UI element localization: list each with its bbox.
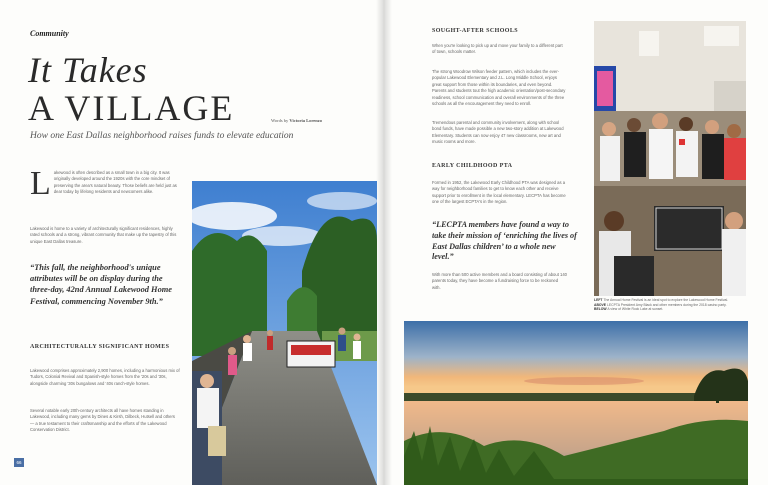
paragraph-2: Lakewood is home to a variety of architecturally significant residences, highly rated schools and a strong, vibrant community that make up the tapestry of this unique East Dallas treasure.	[30, 226, 177, 244]
byline-prefix: Words by	[271, 118, 289, 123]
architecture-paragraph-2: Several notable early 20th-century architects all have homes standing in Lakewood, including many gems by Dines & Kirsh, Dilbeck, Hutsell and others — a true testament to their craftsmanship and the efforts of the Lakewood Conservation District.	[30, 408, 176, 433]
heading-early-childhood-pta: EARLY CHILDHOOD PTA	[432, 163, 513, 169]
pta-paragraph-1: Formed in 1952, the Lakewood Early Childhood PTA was designed as a way for neighborhood families to get to know each other and receive support prior to enrollment in the local elementary. LECPTA has become one of the largest ECPTA's in the region.	[432, 180, 566, 205]
casino-party-photo	[594, 21, 746, 296]
byline-author: Victoria Lorenzo	[289, 118, 323, 123]
drop-cap: L	[30, 165, 51, 202]
heading-sought-after-schools: SOUGHT-AFTER SCHOOLS	[432, 28, 518, 34]
title-line-2: A VILLAGE	[28, 88, 235, 128]
schools-paragraph-3: Tremendous parental and community involvement, along with school bond funds, have made possible a new two-story addition at Lakewood Elementary. Students can now enjoy 47 new classrooms, new art and music rooms and more.	[432, 120, 564, 145]
photo-captions	[594, 298, 746, 312]
architecture-paragraph-1: Lakewood comprises approximately 2,900 homes, including a harmonious mix of Tudors, Colonial Revival and Spanish-style homes from the '20s and '30s, alongside charming '30s bungalows and '40s ranch-style homes.	[30, 368, 180, 386]
schools-paragraph-1: When you're looking to pick up and move your family to a different part of town, schools matter.	[432, 43, 563, 55]
caption-above: ABOVE LECPTA President Amy Black and other members during the 2018 casino party.	[594, 302, 727, 307]
festival-street-photo	[192, 181, 377, 485]
heading-architecture: ARCHITECTURALLY SIGNIFICANT HOMES	[30, 344, 170, 350]
pull-quote-left: “This fall, the neighborhood's unique attributes will be on display during the three-day, 42nd Annual Lakewood Home Festival, commencing November 9th.”	[30, 263, 172, 306]
caption-below: BELOW A view of White Rock Lake at sunset.	[594, 307, 664, 312]
page-number: 66	[14, 458, 24, 467]
lake-sunset-photo	[404, 321, 748, 485]
page-gutter	[376, 0, 392, 485]
schools-paragraph-2: The strong Woodrow Wilson feeder pattern, which includes the ever-popular Lakewood Elementary and J.L. Long Middle School, enjoys great support from those within its boundaries, and even beyond. Parents and students tout the high academic orientation/post-secondary readiness, school communication and overall environments of the three schools as all the encouragement they need to enroll.	[432, 69, 566, 107]
pull-quote-right: “LECPTA members have found a way to take their mission of ‘enriching the lives of East Dallas children’ to a whole new level.”	[432, 220, 577, 262]
intro-text: akewood is often described as a small town in a big city. It was originally developed around the 1920s with the core mindset of preserving the area's natural beauty. Those beliefs are held just as dear today by lifelong residents and newcomers alike.	[53, 170, 177, 195]
caption-left: LEFT The Annual Home Festival is an ideal spot to explore the Lakewood Home Festival.	[594, 298, 729, 302]
title-line-1: It Takes	[28, 50, 148, 90]
subtitle: How one East Dallas neighborhood raises funds to elevate education	[30, 131, 294, 141]
pta-paragraph-2: With more than 500 active members and a board consisting of about 140 parents today, they have become a fundraising force to be reckoned with.	[432, 272, 568, 290]
intro-paragraph	[30, 165, 180, 202]
byline	[271, 118, 322, 123]
section-label: Community	[30, 29, 69, 38]
